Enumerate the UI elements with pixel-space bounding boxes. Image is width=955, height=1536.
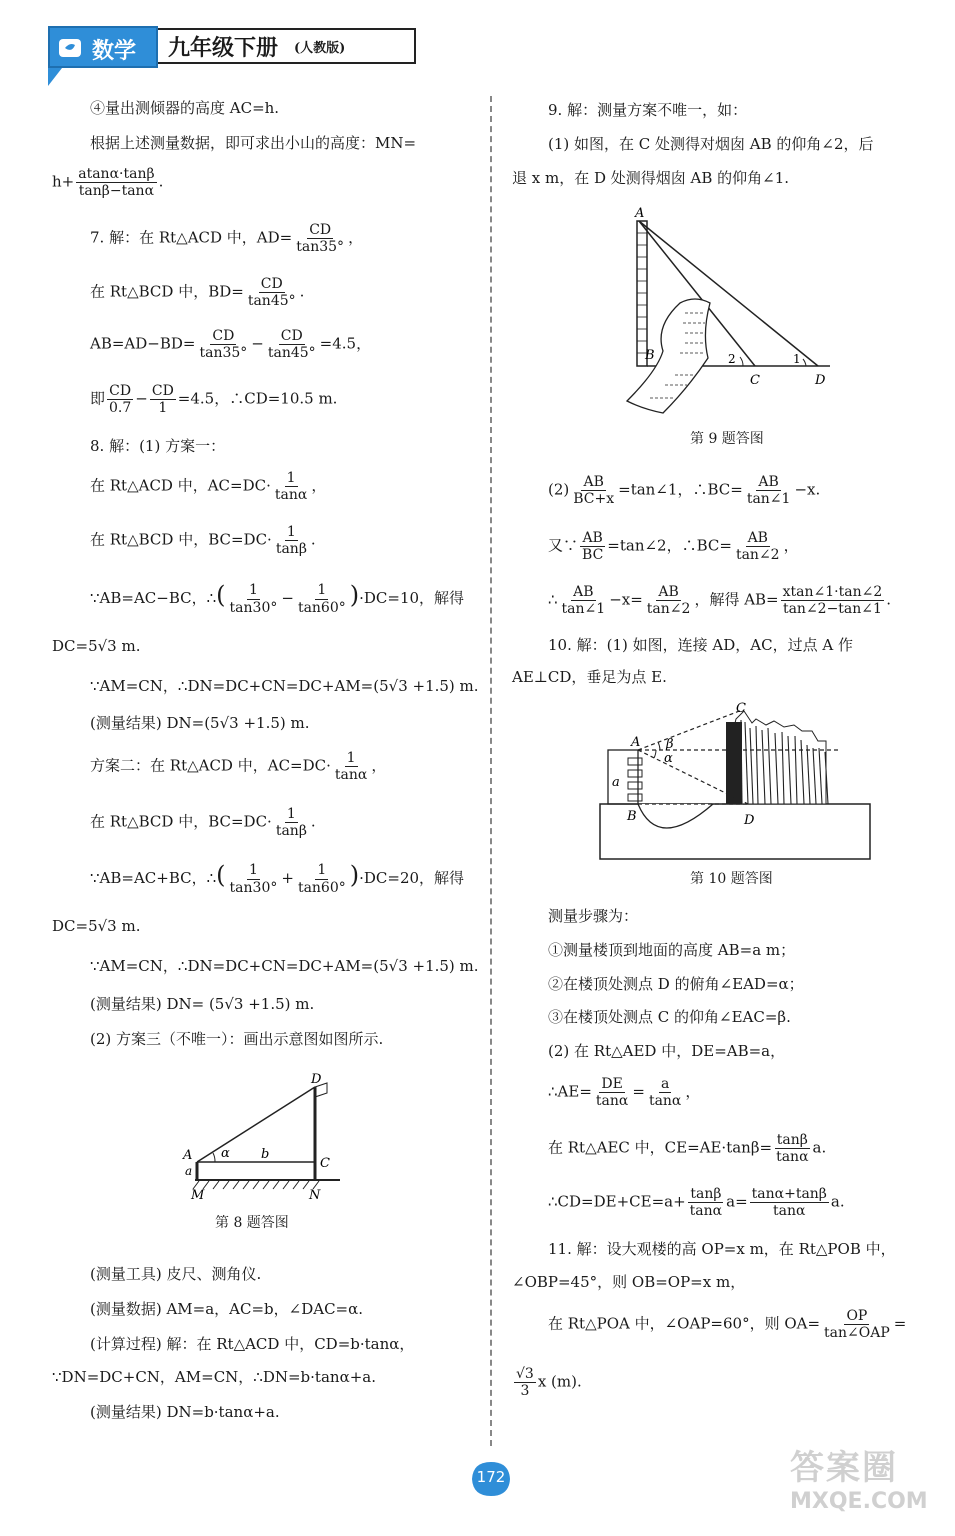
label-a: a (185, 1164, 193, 1178)
text-line: DC=5√3 m. (52, 637, 141, 655)
formula-line: 在 Rt△BCD 中，BC=DC· $\frac{1}{\tan\beta}$ . (90, 806, 316, 840)
text-line: 测量步骤为： (548, 907, 639, 925)
formula-line: 方案二：在 Rt△ACD 中，AC=DC· $\frac{1}{\tan\alpha}$ ， (90, 750, 387, 784)
text-line: (2) 方案三（不唯一）：画出示意图如图所示. (90, 1030, 384, 1048)
fraction: $\frac{atan\alpha\cdot\tan\beta}{\tan\beta-\tan\alpha}$ (78, 166, 155, 200)
figure-10 (598, 700, 873, 862)
grade-label: 九年级下册 (168, 35, 279, 61)
text-line: 9. 解：测量方案不唯一，如： (548, 101, 748, 119)
text: h+ (52, 172, 75, 191)
formula-line: 在 Rt△AEC 中，CE=AE·tanβ= $\frac{\tan\beta}{\tan\alpha}$ a. (548, 1132, 827, 1166)
formula-line: ∴ $\frac{AB}{\tan\angle 1}$ −x= $\frac{AB}{\tan\angle 2}$ ，解得 AB= $\frac{xtan\angle 1\cdot\tan\angle 2}{\tan\angle 2-\tan\angle 1}$ . (548, 584, 892, 618)
text-line: 根据上述测量数据，即可求出小山的高度：MN= (90, 134, 417, 152)
formula-line: 在 Rt△BCD 中，BC=DC· $\frac{1}{\tan\beta}$ . (90, 524, 316, 558)
label-a: a (612, 775, 620, 790)
formula-line: ∴CD=DE+CE=a+ $\frac{\tan\beta}{\tan\alpha}$ a= $\frac{\tan\alpha+\tan\beta}{\tan\alpha}$ a. (548, 1186, 845, 1220)
formula-line: 又∵ $\frac{AB}{BC}$ =tan∠2，∴BC= $\frac{AB}{\tan\angle 2}$ ， (548, 530, 799, 564)
text-line: 10. 解：(1) 如图，连接 AD，AC，过点 A 作 (548, 636, 853, 654)
formula-line: 7. 解：在 Rt△ACD 中，AD= $\frac{CD}{\tan 35^\circ}$ ， (90, 222, 364, 256)
text-line: (计算过程) 解：在 Rt△ACD 中，CD=b·tanα， (90, 1335, 415, 1353)
formula-line: ∵AB=AC+BC，∴( $\frac{1}{\tan 30^\circ}$ + $\frac{1}{\tan 60^\circ}$ )·DC=20，解得 (90, 861, 465, 896)
text-line: AE⊥CD，垂足为点 E. (512, 668, 667, 686)
label-beta: β (666, 737, 674, 752)
figure-9-caption: 第 9 题答图 (690, 431, 764, 447)
label-C: C (320, 1156, 330, 1171)
formula-line: 在 Rt△POA 中，∠OAP=60°，则 OA= $\frac{OP}{\text{tan∠OAP}}$ = (548, 1308, 907, 1342)
figure-9 (625, 203, 840, 423)
label-D: D (815, 373, 826, 388)
label-A: A (631, 735, 641, 750)
text-line: (测量结果) DN=b·tanα+a. (90, 1403, 280, 1421)
text-line: 11. 解：设大观楼的高 OP=x m，在 Rt△POB 中， (548, 1240, 896, 1258)
label-C: C (736, 701, 746, 716)
watermark-url: MXQE.COM (790, 1489, 928, 1514)
formula-line: ∴AE= $\frac{DE}{\tan\alpha}$ = $\frac{a}{\tan\alpha}$ ， (548, 1076, 701, 1110)
text-line: (测量结果) DN= (5√3 +1.5) m. (90, 995, 315, 1013)
formula-line: 在 Rt△BCD 中，BD= $\frac{CD}{\tan 45^\circ}$ . (90, 276, 305, 310)
formula-line: $\frac{√3}{3}$ x (m). (516, 1366, 582, 1400)
subject-label: 数学 (92, 39, 137, 64)
text-line: 退 x m，在 D 处测得烟囱 AB 的仰角∠1. (512, 169, 790, 187)
left-column (0, 0, 490, 1450)
text-line: ∵AM=CN，∴DN=DC+CN=DC+AM=(5√3 +1.5) m. (90, 957, 479, 975)
page-number: 172 (476, 1468, 506, 1486)
right-column (490, 0, 955, 1450)
text-line: ②在楼顶处测点 D 的俯角∠EAD=α； (548, 975, 804, 993)
text-line: (1) 如图，在 C 处测得对烟囱 AB 的仰角∠2，后 (548, 135, 874, 153)
label-N: N (309, 1188, 321, 1203)
formula-line: ∵AB=AC−BC，∴( $\frac{1}{\tan 30^\circ}$ − $\frac{1}{\tan 60^\circ}$ )·DC=10，解得 (90, 581, 465, 616)
text-line: ④量出测倾器的高度 AC=h. (90, 99, 280, 117)
figure-8 (175, 1065, 350, 1205)
text-line: 8. 解：(1) 方案一： (90, 437, 226, 455)
text-line: ③在楼顶处测点 C 的仰角∠EAC=β. (548, 1008, 791, 1026)
label-B: B (627, 809, 637, 824)
label-B: B (645, 348, 655, 363)
text-line: (2) 在 Rt△AED 中，DE=AB=a， (548, 1042, 786, 1060)
label-D: D (744, 813, 755, 828)
label-M: M (191, 1188, 205, 1203)
label-angle-2: 2 (728, 352, 736, 366)
label-A: A (183, 1148, 193, 1163)
figure-10-caption: 第 10 题答图 (690, 871, 773, 887)
figure-8-caption: 第 8 题答图 (215, 1215, 289, 1231)
label-D: D (311, 1072, 322, 1087)
formula-line: 在 Rt△ACD 中，AC=DC· $\frac{1}{\tan\alpha}$ ， (90, 470, 327, 504)
text-line: (测量工具) 皮尺、测角仪. (90, 1265, 262, 1283)
text-line: ∠OBP=45°，则 OB=OP=x m， (512, 1273, 746, 1291)
text-line: (测量数据) AM=a，AC=b，∠DAC=α. (90, 1300, 364, 1318)
text-line: ①测量楼顶到地面的高度 AB=a m； (548, 941, 796, 959)
formula-line: (2) $\frac{AB}{BC+x}$ =tan∠1，∴BC= $\frac{AB}{\tan\angle 1}$ −x. (548, 474, 821, 508)
label-alpha: α (221, 1146, 230, 1161)
label-A: A (635, 206, 645, 221)
formula-line: 即 $\frac{CD}{0.7}$ − $\frac{CD}{1}$ =4.5，∴CD=10.5 m. (90, 383, 338, 417)
watermark: 答案圈 MXQE.COM (790, 1448, 928, 1514)
label-angle-1: 1 (793, 352, 801, 366)
edition-label: (人教版) (294, 41, 346, 56)
text-line: ∵DN=DC+CN，AM=CN，∴DN=b·tanα+a. (52, 1368, 376, 1386)
formula-line: AB=AD−BD= $\frac{CD}{\tan 35^\circ}$ − $\frac{CD}{\tan 45^\circ}$ =4.5， (90, 328, 372, 362)
text-line: ∵AM=CN，∴DN=DC+CN=DC+AM=(5√3 +1.5) m. (90, 677, 479, 695)
label-alpha: α (664, 751, 673, 766)
label-C: C (750, 373, 760, 388)
text-line: DC=5√3 m. (52, 917, 141, 935)
text-line: (测量结果) DN=(5√3 +1.5) m. (90, 714, 310, 732)
formula-line: h+ $\frac{atan\alpha\cdot\tan\beta}{\tan\beta-\tan\alpha}$ . (52, 166, 164, 200)
label-b: b (261, 1147, 270, 1162)
